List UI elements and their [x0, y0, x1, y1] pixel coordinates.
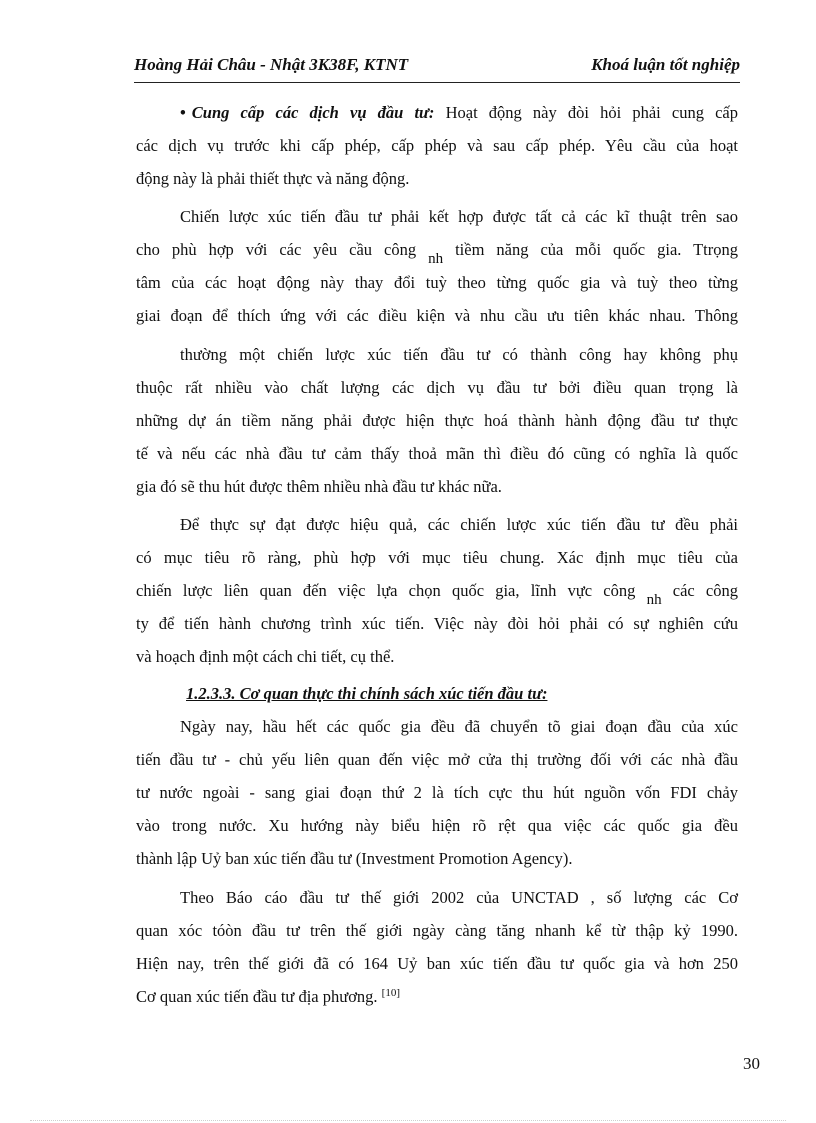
body-line: những dự án tiềm năng phải được hiện thực hoá thành hành động đầu tư thực — [136, 411, 738, 430]
line-text: cho phù hợp với các yêu cầu công — [136, 240, 417, 259]
body-line: động này là phải thiết thực và năng động. — [136, 169, 410, 188]
body-line: Để thực sự đạt được hiệu quả, các chiến lược xúc tiến đầu tư đều phải — [180, 515, 738, 534]
line-text: tiềm năng của mỗi quốc gia. Ttrọng — [443, 240, 738, 259]
line-text: các công — [661, 581, 739, 600]
body-line — [136, 985, 738, 1009]
body-line — [180, 101, 738, 125]
body-line — [136, 238, 738, 267]
body-line: ty để tiến hành chương trình xúc tiến. Việc này đòi hỏi phải có sự nghiên cứu — [136, 614, 738, 633]
footer-divider — [30, 1120, 786, 1121]
line-text: Hoạt động này đòi hỏi phải cung cấp — [434, 103, 738, 122]
header-author: Hoàng Hải Châu - Nhật 3K38F, KTNT — [134, 55, 409, 74]
body-line: tâm của các hoạt động này thay đổi tuỳ theo từng quốc gia và tuỳ theo từng — [136, 273, 738, 292]
header-divider — [134, 82, 740, 83]
body-line: quan xóc tóòn đầu tư trên thế giới ngày càng tăng nhanh kể từ thập kỷ 1990. — [136, 921, 738, 940]
body-line: và hoạch định một cách chi tiết, cụ thể. — [136, 647, 395, 666]
body-line: tiến đầu tư - chủ yếu liên quan đến việc mở cửa thị trường đối với các nhà đầu — [136, 750, 738, 769]
body-line: Chiến lược xúc tiến đầu tư phải kết hợp được tất cả các kĩ thuật trên sao — [180, 207, 738, 226]
body-line: thuộc rất nhiều vào chất lượng các dịch vụ đầu tư bởi điều quan trọng là — [136, 378, 738, 397]
citation-reference: [10] — [381, 987, 400, 999]
body-line: Ngày nay, hầu hết các quốc gia đều đã chuyển tõ giai đoạn đầu của xúc — [180, 717, 738, 736]
body-line: có mục tiêu rõ ràng, phù hợp với mục tiêu chung. Xác định mục tiêu của — [136, 548, 738, 567]
bullet-icon: • — [180, 103, 186, 122]
body-line: các dịch vụ trước khi cấp phép, cấp phép và sau cấp phép. Yêu cầu của hoạt — [136, 136, 738, 155]
bullet-term: Cung cấp các dịch vụ đầu tư: — [191, 103, 435, 122]
body-line: Hiện nay, trên thế giới đã có 164 Uỷ ban xúc tiến đầu tư quốc gia và hơn 250 — [136, 954, 738, 973]
subscript-text: nh — [428, 251, 444, 267]
header-doc-type: Khoá luận tốt nghiệp — [591, 55, 740, 74]
line-text: chiến lược liên quan đến việc lựa chọn quốc gia, lĩnh vực công — [136, 581, 636, 600]
body-line: vào trong nước. Xu hướng này biểu hiện rõ rệt qua việc các quốc gia đều — [136, 816, 738, 835]
subscript-text: nh — [646, 592, 662, 608]
body-line: thường một chiến lược xúc tiến đầu tư có thành công hay không phụ — [180, 345, 738, 364]
body-line — [136, 579, 739, 608]
body-line: tế và nếu các nhà đầu tư cảm thấy thoả mãn thì điều đó cũng có nghĩa là quốc — [136, 444, 738, 463]
body-line: gia đó sẽ thu hút được thêm nhiều nhà đầu tư khác nữa. — [136, 477, 502, 496]
body-line: giai đoạn để thích ứng với các điều kiện và nhu cầu ưu tiên khác nhau. Thông — [136, 306, 738, 325]
section-heading: 1.2.3.3. Cơ quan thực thi chính sách xúc tiến đầu tư: — [186, 684, 548, 703]
page-header — [134, 53, 740, 83]
line-text: Cơ quan xúc tiến đầu tư địa phương. — [136, 987, 378, 1006]
body-line: Theo Báo cáo đầu tư thế giới 2002 của UNCTAD , số lượng các Cơ — [180, 888, 738, 907]
body-line: thành lập Uỷ ban xúc tiến đầu tư (Investment Promotion Agency). — [136, 849, 573, 868]
body-line: tư nước ngoài - sang giai đoạn thứ 2 là tích cực thu hút nguồn vốn FDI chảy — [136, 783, 738, 802]
page-number: 30 — [743, 1054, 760, 1073]
